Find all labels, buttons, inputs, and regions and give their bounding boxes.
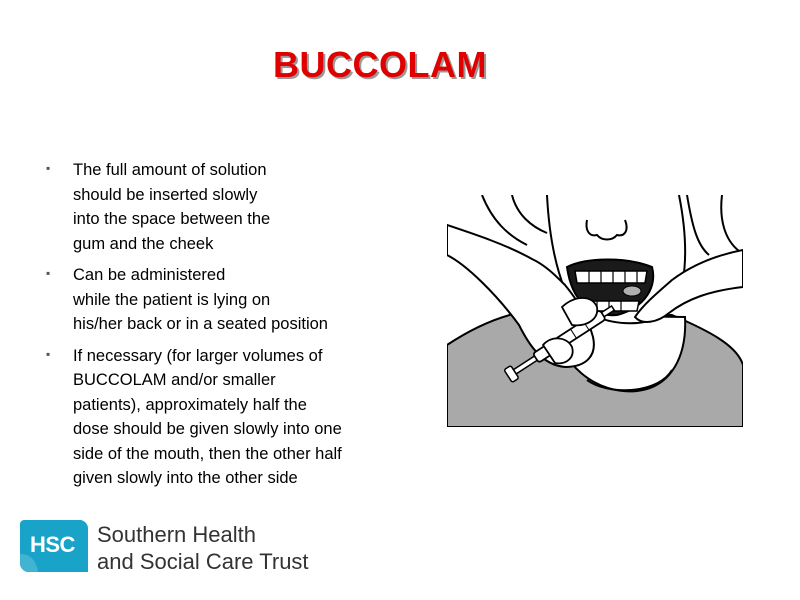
- organization-name: [97, 521, 309, 575]
- bullet-line: Can be administered: [73, 266, 226, 284]
- bullet-item: [46, 344, 406, 491]
- bullet-line: If necessary (for larger volumes of: [73, 346, 323, 365]
- bullet-line: given slowly into the other side: [73, 469, 298, 487]
- bullet-item: [46, 158, 406, 256]
- bullet-item: [46, 263, 406, 337]
- buccal-administration-illustration: [447, 195, 743, 427]
- bullet-line: gum and the cheek: [73, 234, 214, 253]
- bullet-line: into the space between the: [73, 210, 271, 228]
- org-name-line-1: Southern Health: [97, 522, 256, 547]
- bullet-line: should be inserted slowly: [73, 185, 258, 204]
- bullet-marker: ▪: [46, 346, 51, 361]
- bullet-line: The full amount of solution: [73, 161, 267, 179]
- bullet-line: while the patient is lying on: [73, 290, 271, 309]
- bullet-marker: ▪: [46, 266, 51, 280]
- bullet-line: side of the mouth, then the other half: [73, 444, 342, 463]
- bullet-line: dose should be given slowly into one: [73, 420, 342, 438]
- bullet-line: patients), approximately half the: [73, 395, 307, 414]
- hsc-logo-text: HSC: [30, 532, 75, 557]
- bullet-marker: ▪: [46, 161, 51, 175]
- bullet-line: his/her back or in a seated position: [73, 315, 328, 333]
- slide-title: BUCCOLAM: [273, 44, 487, 85]
- org-name-line-2: and Social Care Trust: [97, 549, 309, 574]
- bullet-line: BUCCOLAM and/or smaller: [73, 371, 276, 389]
- hsc-logo: [20, 520, 320, 580]
- bullet-list: [46, 158, 406, 498]
